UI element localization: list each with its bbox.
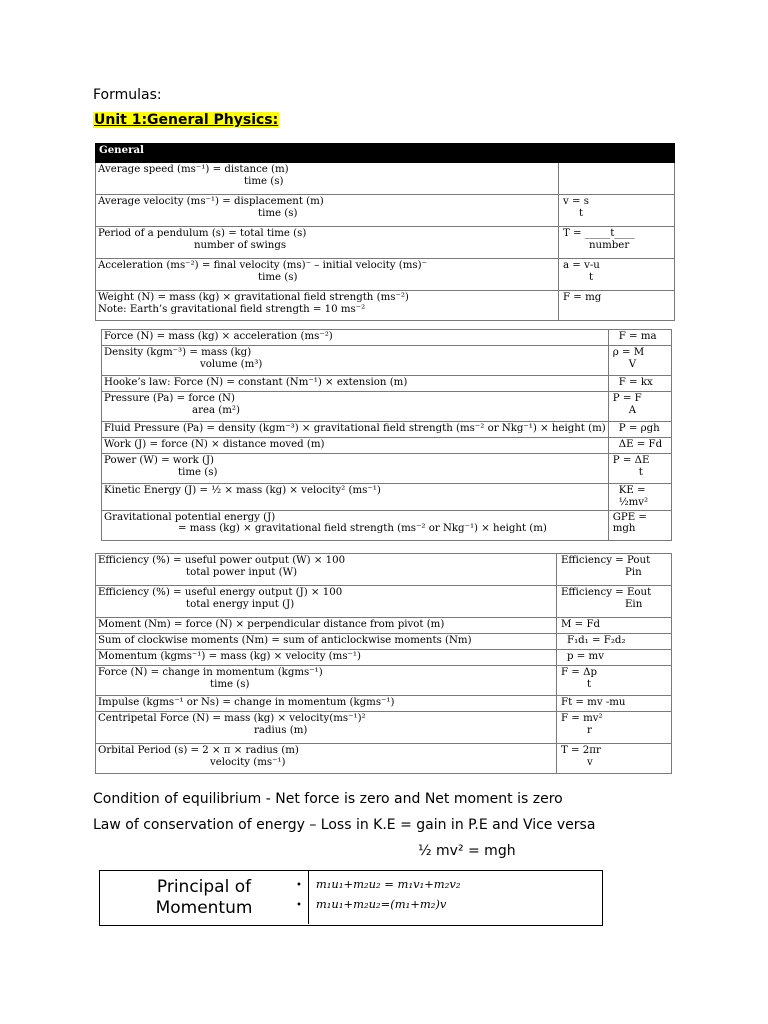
symbol-cell — [608, 438, 671, 454]
table-row — [102, 346, 672, 376]
symbol-line: v = s — [563, 196, 589, 207]
symbol-line: F = mg — [563, 292, 602, 303]
formula-line: time (s) — [178, 466, 218, 478]
symbol-cell — [559, 163, 675, 195]
table-row — [96, 744, 672, 774]
table-row — [102, 422, 672, 438]
table-row — [96, 650, 672, 666]
formula-line: Hooke’s law: Force (N) = constant (Nm⁻¹) × extension (m) — [104, 377, 408, 388]
formula-cell — [96, 634, 557, 650]
table-row — [102, 438, 672, 454]
symbol-line: T = 2πr — [561, 745, 601, 756]
symbol-cell — [559, 291, 675, 321]
symbol-line: P = ρgh — [618, 423, 660, 434]
mechanics-formulas-table — [101, 329, 672, 541]
formula-cell — [96, 618, 557, 634]
formula-cell — [102, 392, 609, 422]
formula-line: Power (W) = work (J) — [104, 455, 215, 466]
table-row — [102, 454, 672, 484]
symbol-cell — [557, 554, 672, 586]
formula-line: area (m²) — [192, 404, 240, 416]
formula-line: Centripetal Force (N) = mass (kg) × velocity(ms⁻¹)² — [98, 713, 366, 724]
formula-line: time (s) — [244, 175, 284, 187]
table-row — [102, 510, 672, 540]
formula-line: Efficiency (%) = useful energy output (J) × 100 — [98, 587, 343, 598]
formula-cell — [96, 195, 559, 227]
symbol-line: Pin — [625, 566, 642, 578]
table-header: General — [96, 144, 675, 163]
symbol-cell — [557, 696, 672, 712]
symbol-line: A — [628, 404, 637, 416]
symbol-cell — [557, 650, 672, 666]
formula-cell — [96, 554, 557, 586]
formula-line: velocity (ms⁻¹) — [210, 756, 286, 768]
symbol-line: KE = ½mv² — [618, 485, 649, 508]
formula-line: time (s) — [258, 271, 298, 283]
symbol-line: F = kx — [618, 377, 653, 388]
symbol-line: Efficiency = Pout — [561, 555, 651, 566]
symbol-line: F = mv² — [561, 713, 603, 724]
symbol-line: F₁d₁ = F₂d₂ — [567, 635, 626, 646]
formula-line: radius (m) — [254, 724, 308, 736]
formula-cell — [96, 712, 557, 744]
formula-line: time (s) — [258, 207, 298, 219]
formula-line: Density (kgm⁻³) = mass (kg) — [104, 347, 252, 358]
formula-line: number of swings — [194, 239, 287, 251]
symbol-cell — [608, 510, 671, 540]
bullet-icon: • — [296, 880, 302, 891]
formula-cell — [96, 227, 559, 259]
table-row — [96, 163, 675, 195]
symbol-cell — [608, 422, 671, 438]
formula-cell — [96, 163, 559, 195]
momentum-box — [99, 870, 603, 926]
symbol-line: ρ = M — [612, 347, 645, 358]
formula-cell — [102, 510, 609, 540]
formula-line: Work (J) = force (N) × distance moved (m) — [104, 439, 325, 450]
symbol-cell — [557, 712, 672, 744]
energy-momentum-formulas-table — [95, 553, 672, 774]
symbol-line: GPE = mgh — [612, 511, 647, 535]
formula-line: Sum of clockwise moments (Nm) = sum of anticlockwise moments (Nm) — [98, 635, 472, 646]
formula-line: total energy input (J) — [186, 598, 295, 610]
symbol-line: p = mv — [567, 651, 604, 662]
symbol-line: P = F — [612, 393, 642, 404]
symbol-line: t — [579, 207, 584, 219]
symbol-line: F = ma — [618, 331, 657, 342]
formula-line: Note: Earth’s gravitational field strength = 10 ms⁻² — [98, 303, 366, 315]
formula-line: Weight (N) = mass (kg) × gravitational field strength (ms⁻²) — [98, 292, 409, 303]
energy-conservation-statement: Law of conservation of energy – Loss in K.E = gain in P.E and Vice versa — [93, 817, 596, 833]
table-row — [96, 712, 672, 744]
equilibrium-statement: Condition of equilibrium - Net force is zero and Net moment is zero — [93, 791, 563, 807]
bullet-icon: • — [296, 900, 302, 911]
symbol-line: P = ΔE — [612, 455, 650, 466]
formula-line: time (s) — [210, 678, 250, 690]
symbol-line: number — [589, 239, 630, 251]
formula-cell — [102, 484, 609, 511]
table-row — [96, 195, 675, 227]
formula-line: Momentum (kgms⁻¹) = mass (kg) × velocity (ms⁻¹) — [98, 651, 361, 662]
table-row — [96, 554, 672, 586]
formula-line: Fluid Pressure (Pa) = density (kgm⁻³) × gravitational field strength (ms⁻² or Nkg⁻¹) × height (m) — [104, 423, 606, 434]
formula-line: Force (N) = mass (kg) × acceleration (ms⁻²) — [104, 331, 333, 342]
symbol-cell — [559, 259, 675, 291]
formula-cell — [96, 696, 557, 712]
table-row — [96, 259, 675, 291]
formula-line: Pressure (Pa) = force (N) — [104, 393, 235, 404]
formula-line: volume (m³) — [200, 358, 263, 370]
formula-cell — [102, 376, 609, 392]
formula-line: Average speed (ms⁻¹) = distance (m) — [98, 164, 289, 175]
formula-cell — [102, 422, 609, 438]
symbol-cell — [557, 586, 672, 618]
symbol-line: Ein — [625, 598, 643, 610]
equation-text: m₁u₁+m₂u₂=(m₁+m₂)v — [315, 897, 447, 911]
table-row — [96, 227, 675, 259]
symbol-cell — [557, 666, 672, 696]
table-row — [96, 634, 672, 650]
momentum-equation-2 — [296, 897, 446, 911]
symbol-line: M = Fd — [561, 619, 601, 630]
formula-cell — [96, 744, 557, 774]
table-row — [102, 392, 672, 422]
formula-line: Orbital Period (s) = 2 × π × radius (m) — [98, 745, 299, 756]
symbol-cell — [557, 744, 672, 774]
table-row — [102, 484, 672, 511]
formula-line: Average velocity (ms⁻¹) = displacement (m) — [98, 196, 324, 207]
formula-cell — [96, 586, 557, 618]
symbol-cell — [608, 454, 671, 484]
momentum-title: Principal of Momentum — [100, 871, 309, 924]
formula-cell — [96, 650, 557, 666]
symbol-cell — [557, 618, 672, 634]
formula-line: Acceleration (ms⁻²) = final velocity (ms)⁻ – initial velocity (ms)⁻ — [98, 260, 428, 271]
formula-cell — [102, 330, 609, 346]
table-row — [102, 330, 672, 346]
symbol-line: r — [587, 724, 592, 736]
formula-line: Force (N) = change in momentum (kgms⁻¹) — [98, 667, 323, 678]
symbol-line: v — [587, 756, 593, 768]
table-row — [96, 586, 672, 618]
symbol-cell — [608, 392, 671, 422]
symbol-cell — [608, 484, 671, 511]
table-row — [96, 618, 672, 634]
symbol-cell — [608, 330, 671, 346]
symbol-cell — [608, 346, 671, 376]
symbol-line: t — [638, 466, 643, 478]
momentum-equation-1 — [296, 877, 460, 891]
symbol-line: T = _____t____ — [563, 228, 635, 239]
symbol-line: Ft = mv -mu — [561, 697, 626, 708]
equation-text: m₁u₁+m₂u₂ = m₁v₁+m₂v₂ — [315, 877, 461, 891]
table-row — [102, 376, 672, 392]
formula-cell — [96, 291, 559, 321]
unit-heading: Unit 1:General Physics: — [94, 112, 279, 128]
table-row — [96, 666, 672, 696]
symbol-line: t — [587, 678, 592, 690]
ke-pe-equation: ½ mv² = mgh — [418, 843, 516, 859]
formula-line: Gravitational potential energy (J) — [104, 511, 276, 523]
formula-line: total power input (W) — [186, 566, 298, 578]
formula-cell — [102, 346, 609, 376]
symbol-cell — [608, 376, 671, 392]
formula-line: Impulse (kgms⁻¹ or Ns) = change in momentum (kgms⁻¹) — [98, 697, 395, 708]
formula-cell — [102, 438, 609, 454]
symbol-cell — [559, 195, 675, 227]
symbol-line: a = v-u — [563, 260, 600, 271]
formula-line: Moment (Nm) = force (N) × perpendicular distance from pivot (m) — [98, 619, 445, 630]
table-row — [96, 696, 672, 712]
symbol-cell — [557, 634, 672, 650]
symbol-cell — [559, 227, 675, 259]
symbol-line: t — [589, 271, 594, 283]
formula-cell — [102, 454, 609, 484]
general-formulas-table — [95, 143, 675, 321]
symbol-line: Efficiency = Eout — [561, 587, 652, 598]
table-row — [96, 291, 675, 321]
symbol-line: ΔE = Fd — [618, 439, 663, 450]
formula-line: Efficiency (%) = useful power output (W) × 100 — [98, 555, 346, 566]
formula-line: Kinetic Energy (J) = ½ × mass (kg) × velocity² (ms⁻¹) — [104, 485, 381, 496]
page-heading: Formulas: — [93, 87, 162, 103]
formula-cell — [96, 259, 559, 291]
table-header-row — [96, 144, 675, 163]
formula-line: Period of a pendulum (s) = total time (s) — [98, 228, 307, 239]
formula-cell — [96, 666, 557, 696]
symbol-line: F = Δp — [561, 667, 597, 678]
symbol-line: V — [628, 358, 637, 370]
formula-line: = mass (kg) × gravitational field strength (ms⁻² or Nkg⁻¹) × height (m) — [178, 523, 547, 535]
